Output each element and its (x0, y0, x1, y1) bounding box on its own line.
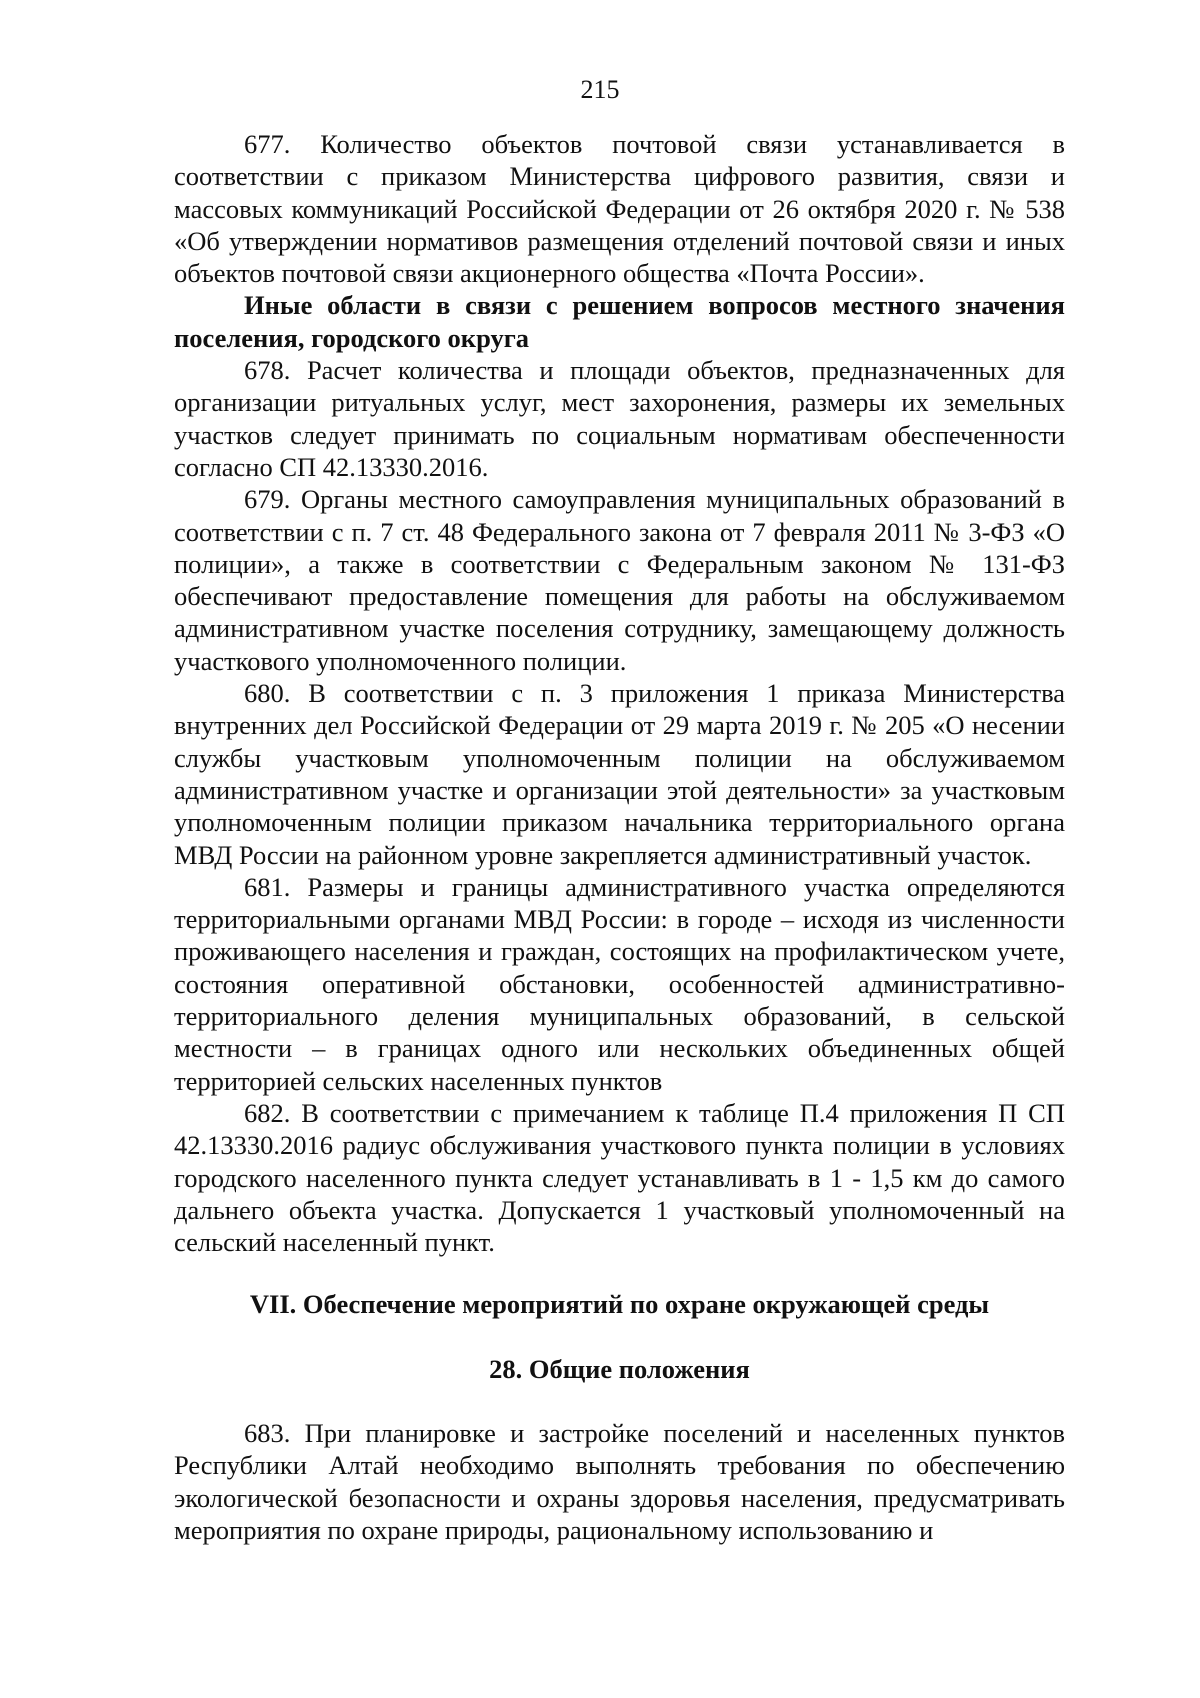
section-title-vii: VII. Обеспечение мероприятий по охране окружающей среды (249, 1289, 990, 1320)
section-title-28: 28. Общие положения (489, 1353, 750, 1384)
paragraph-679: 679. Органы местного самоуправления муниципальных образований в соответствии с п. 7 ст. 48 Федерального закона от 7 февраля 2011 № 3-ФЗ «О полиции», а также в соответствии с Федеральным законом № 131-ФЗ обеспечивают предоставление помещения для работы на обслуживаемом административном участке поселения сотруднику, замещающему должность участкового уполномоченного полиции. (174, 484, 1065, 676)
paragraph-678: 678. Расчет количества и площади объектов, предназначенных для организации ритуальных услуг, мест захоронения, размеры их земельных участков следует принимать по социальным нормативам обеспеченности согласно СП 42.13330.2016. (174, 355, 1065, 482)
paragraph-681: 681. Размеры и границы административного участка определяются территориальными органами МВД России: в городе – исходя из численности проживающего населения и граждан, состоящих на профилактическом учете, состояния оперативной обстановки, особенностей административно-территориального деления муниципальных образований, в сельской местности – в границах одного или нескольких объединенных общей территорией сельских населенных пунктов (174, 871, 1065, 1096)
paragraph-677: 677. Количество объектов почтовой связи устанавливается в соответствии с приказом Министерства цифрового развития, связи и массовых коммуникаций Российской Федерации от 26 октября 2020 г. № 538 «Об утверждении нормативов размещения отделений почтовой связи и иных объектов почтовой связи акционерного общества «Почта России». (174, 129, 1065, 289)
document-body (174, 128, 1065, 1546)
paragraph-683: 683. При планировке и застройке поселений и населенных пунктов Республики Алтай необходимо выполнять требования по обеспечению экологической безопасности и охраны здоровья населения, предусматривать мероприятия по охране природы, рациональному использованию и (174, 1417, 1065, 1545)
paragraph-680: 680. В соответствии с п. 3 приложения 1 приказа Министерства внутренних дел Российской Федерации от 29 марта 2019 г. № 205 «О несении службы участковым уполномоченным полиции на обслуживаемом административном участке и организации этой деятельности» за участковым уполномоченным полиции приказом начальника территориального органа МВД России на районном уровне закрепляется административный участок. (174, 678, 1065, 870)
paragraph-682: 682. В соответствии с примечанием к таблице П.4 приложения П СП 42.13330.2016 радиус обслуживания участкового пункта полиции в условиях городского населенного пункта следует устанавливать в 1 - 1,5 км до самого дальнего объекта участка. Допускается 1 участковый уполномоченный на сельский населенный пункт. (174, 1097, 1065, 1258)
subheading-other-areas: Иные области в связи с решением вопросов местного значения поселения, городского округа (174, 290, 1065, 353)
page-number: 215 (580, 75, 620, 104)
